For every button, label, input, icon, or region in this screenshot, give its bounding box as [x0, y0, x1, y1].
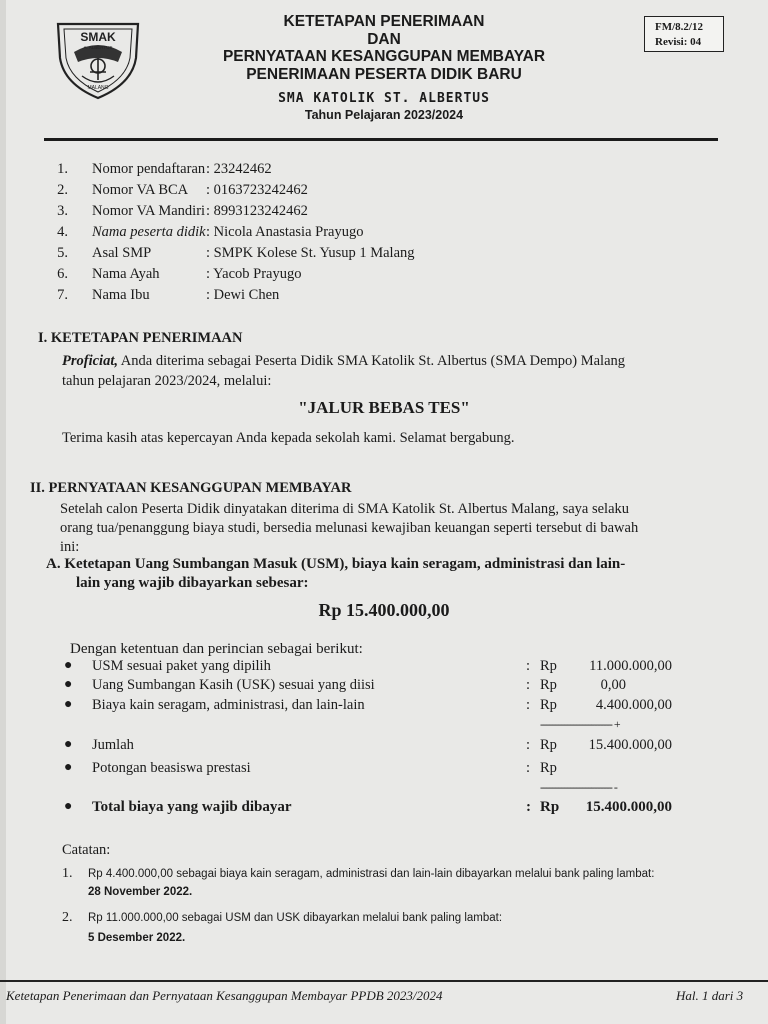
header-divider	[44, 138, 718, 141]
footer-divider	[0, 980, 768, 982]
logo-text-top: SMAK	[80, 30, 116, 44]
note-2-date: 5 Desember 2022.	[88, 932, 186, 944]
potongan-row: ● Potongan beasiswa prestasi : Rp	[64, 760, 557, 776]
section-2-title: II. PERNYATAAN KESANGGUPAN MEMBAYAR	[30, 480, 352, 496]
notes-title: Catatan:	[62, 842, 111, 858]
info-row: 5. Asal SMP : SMPK Kolese St. Yusup 1 Malang	[57, 245, 415, 261]
section-a-title-2: lain yang wajib dibayarkan sebesar:	[76, 575, 309, 591]
info-row: 7. Nama Ibu : Dewi Chen	[57, 287, 280, 303]
info-row: 6. Nama Ayah : Yacob Prayugo	[57, 266, 302, 282]
note-1-num: 1.	[62, 866, 73, 881]
fee-row-usm: ● USM sesuai paket yang dipilih : Rp 11.000.000,00	[64, 658, 672, 674]
form-code-box	[644, 16, 724, 52]
section-1-intro-line2: tahun pelajaran 2023/2024, melalui:	[62, 373, 272, 389]
logo-text-bottom: MALANG	[87, 85, 109, 91]
academic-year: Tahun Pelajaran 2023/2024	[304, 108, 464, 122]
section-2-para-1: Setelah calon Peserta Didik dinyatakan diterima di SMA Katolik St. Albertus Malang, saya selaku	[60, 501, 630, 517]
revision: Revisi: 04	[655, 36, 702, 48]
section-a-title-1: A. Ketetapan Uang Sumbangan Masuk (USM), biaya kain seragam, administrasi dan lain-	[46, 556, 626, 572]
title-line-2: DAN	[367, 31, 401, 48]
section-2-para-2: orang tua/penanggung biaya studi, bersedia melunasi kewajiban keuangan seperti tersebut di bawah	[60, 520, 639, 536]
note-2-num: 2.	[62, 910, 73, 925]
jumlah-row: ● Jumlah : Rp 15.400.000,00	[64, 737, 672, 753]
sum-line: ------------------------ +	[540, 717, 620, 731]
info-row: 3. Nomor VA Mandiri : 8993123242462	[57, 203, 308, 219]
thanks-text: Terima kasih atas kepercayan Anda kepada sekolah kami. Selamat bergabung.	[62, 430, 515, 446]
page-edge	[0, 0, 6, 1024]
proficiat-text: Proficiat,	[62, 353, 118, 369]
minus-line: ------------------------ -	[540, 780, 617, 794]
footer-title: Ketetapan Penerimaan dan Pernyataan Kesanggupan Membayar PPDB 2023/2024	[6, 988, 443, 1003]
form-code: FM/8.2/12	[655, 21, 703, 33]
info-row: 4. Nama peserta didik : Nicola Anastasia Prayugo	[57, 224, 364, 240]
fee-row-uniform: ● Biaya kain seragam, administrasi, dan lain-lain : Rp 4.400.000,00	[64, 697, 672, 713]
fee-row-usk: ● Uang Sumbangan Kasih (USK) sesuai yang diisi : Rp 0,00	[64, 677, 626, 693]
note-1-date: 28 November 2022.	[88, 886, 193, 898]
title-line-3: PERNYATAAN KESANGGUPAN MEMBAYAR	[222, 48, 546, 65]
section-1-title: I. KETETAPAN PENERIMAAN	[38, 330, 243, 346]
total-row: ● Total biaya yang wajib dibayar : Rp 15.400.000,00	[64, 799, 672, 815]
section-1-intro: Proficiat, Anda diterima sebagai Peserta Didik SMA Katolik St. Albertus (SMA Dempo) Malang	[62, 353, 626, 369]
detail-intro: Dengan ketentuan dan perincian sebagai berikut:	[70, 641, 363, 657]
section-2-para-3: ini:	[60, 539, 80, 555]
note-1-text: Rp 4.400.000,00 sebagai biaya kain seragam, administrasi dan lain-lain dibayarkan melalui bank paling lambat:	[88, 868, 655, 880]
title-line-4: PENERIMAAN PESERTA DIDIK BARU	[246, 66, 522, 83]
note-2-text: Rp 11.000.000,00 sebagai USM dan USK dibayarkan melalui bank paling lambat:	[88, 912, 503, 924]
school-name: SMA KATOLIK ST. ALBERTUS	[278, 91, 490, 106]
title-line-1: KETETAPAN PENERIMAAN	[283, 13, 485, 30]
page-number: Hal. 1 dari 3	[676, 988, 744, 1003]
total-amount-big: Rp 15.400.000,00	[318, 600, 450, 620]
info-row: 1. Nomor pendaftaran : 23242462	[57, 161, 272, 177]
info-row: 2. Nomor VA BCA : 0163723242462	[57, 182, 308, 198]
logo-text-mid: A. ALBERTUS	[83, 45, 113, 50]
admission-route: "JALUR BEBAS TES"	[298, 398, 470, 417]
